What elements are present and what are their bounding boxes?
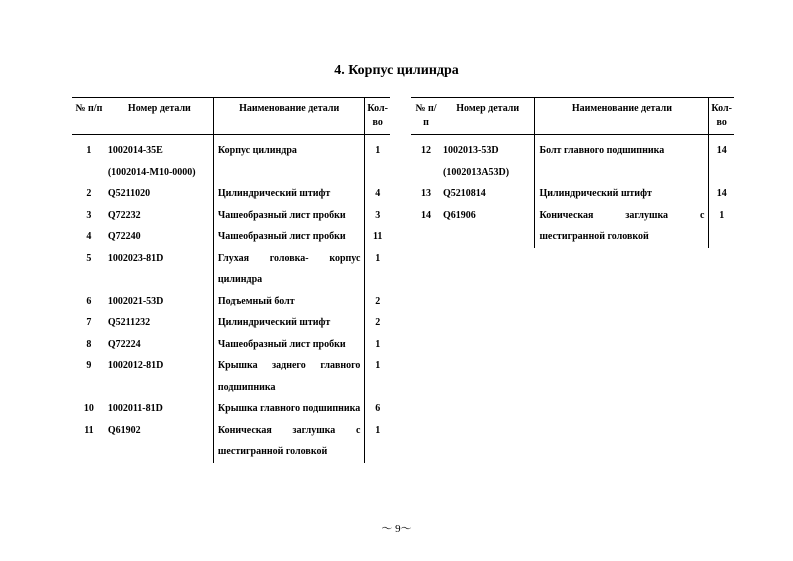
row-part-no (441, 135, 535, 184)
part-number: Q61906 (442, 209, 476, 221)
header-num: № п/п (72, 98, 106, 135)
row-qty: 14 (709, 135, 734, 184)
row-qty: 2 (365, 291, 390, 313)
row-num: 7 (86, 317, 92, 328)
part-number: Q5210814 (442, 188, 486, 199)
part-number: 1002011-81D (107, 403, 163, 414)
header-name: Наименование детали (535, 98, 709, 135)
row-qty: 4 (365, 183, 390, 205)
row-name: Чашеобразный лист пробки (213, 226, 365, 248)
table-row (72, 226, 390, 248)
row-name: Цилиндрический штифт (535, 183, 709, 205)
row-qty: 3 (365, 205, 390, 227)
header-name: Наименование детали (213, 98, 365, 135)
header-part-no: Номер детали (106, 98, 214, 135)
table-row (411, 205, 734, 248)
row-name: Цилиндрический штифт (213, 312, 365, 334)
part-number: Q5211020 (107, 188, 151, 199)
row-num: 3 (86, 209, 92, 221)
header-qty: Кол-во (365, 98, 390, 135)
row-part-no (106, 183, 214, 205)
row-num: 2 (86, 188, 92, 199)
row-name: Крышка главного подшипника (213, 398, 365, 420)
row-qty: 1 (709, 205, 734, 248)
row-name: Коническая заглушка с шестигранной головкой (213, 420, 365, 463)
part-number: 1002013-53D (442, 145, 499, 156)
table-row (72, 334, 390, 356)
part-number: Q72232 (107, 209, 141, 221)
row-part-no (441, 183, 535, 205)
row-qty: 1 (365, 334, 390, 356)
row-name: Глухая головка- корпус цилиндра (213, 248, 365, 291)
row-num: 9 (86, 360, 92, 371)
row-name: Подъемный болт (213, 291, 365, 313)
table-row (72, 312, 390, 334)
row-name: Коническая заглушка с шестигранной головкой (535, 205, 709, 248)
table-row (72, 291, 390, 313)
table-row (72, 183, 390, 205)
row-part-no (106, 291, 214, 313)
table-row (72, 248, 390, 291)
part-number: Q5211232 (107, 317, 151, 328)
page-title: 4. Корпус цилиндра (334, 63, 459, 78)
row-qty: 2 (365, 312, 390, 334)
table-header (72, 98, 390, 135)
row-num: 6 (86, 295, 92, 307)
part-number-alt: (1002014-M10-0000) (107, 166, 196, 178)
row-qty: 6 (365, 398, 390, 420)
table-row (72, 398, 390, 420)
row-num: 8 (86, 338, 92, 350)
row-num: 5 (86, 252, 92, 264)
header-num: № п/п (411, 98, 441, 135)
row-num: 4 (86, 231, 92, 242)
row-part-no (441, 205, 535, 248)
part-number: Q72224 (107, 338, 141, 350)
row-num: 12 (420, 145, 431, 156)
table-row (72, 420, 390, 463)
row-qty: 11 (365, 226, 390, 248)
row-name: Болт главного подшипника (535, 135, 709, 184)
part-number: 1002014-35E (107, 145, 163, 156)
row-part-no (106, 226, 214, 248)
row-qty: 1 (365, 248, 390, 291)
row-name: Корпус цилиндра (213, 135, 365, 184)
row-name: Крышка заднего главного подшипника (213, 355, 365, 398)
row-num: 11 (84, 424, 94, 436)
row-part-no (106, 248, 214, 291)
table-row (72, 205, 390, 227)
part-number: Q61902 (107, 424, 141, 436)
part-number: 1002012-81D (107, 360, 164, 371)
table-row (411, 135, 734, 184)
row-part-no (106, 420, 214, 463)
row-part-no (106, 135, 214, 184)
page-number: ～ 9～ (381, 523, 412, 535)
row-num: 1 (86, 145, 92, 156)
row-part-no (106, 312, 214, 334)
row-name: Чашеобразный лист пробки (213, 334, 365, 356)
header-qty: Кол-во (709, 98, 734, 135)
row-name: Цилиндрический штифт (213, 183, 365, 205)
row-name: Чашеобразный лист пробки (213, 205, 365, 227)
row-part-no (106, 334, 214, 356)
part-number: 1002021-53D (107, 295, 164, 307)
table-row (411, 183, 734, 205)
row-qty: 14 (709, 183, 734, 205)
parts-table-right (411, 97, 734, 248)
row-qty: 1 (365, 420, 390, 463)
row-part-no (106, 355, 214, 398)
row-part-no (106, 205, 214, 227)
part-number: 1002023-81D (107, 252, 164, 264)
row-num: 13 (420, 188, 431, 199)
row-qty: 1 (365, 355, 390, 398)
row-part-no (106, 398, 214, 420)
row-qty: 1 (365, 135, 390, 184)
part-number: Q72240 (107, 231, 141, 242)
row-num: 10 (83, 403, 94, 414)
table-header (411, 98, 734, 135)
row-num: 14 (420, 209, 431, 221)
parts-table-left (72, 97, 390, 463)
part-number-alt: (1002013A53D) (442, 166, 510, 178)
table-row (72, 135, 390, 184)
table-row (72, 355, 390, 398)
header-part-no: Номер детали (441, 98, 535, 135)
